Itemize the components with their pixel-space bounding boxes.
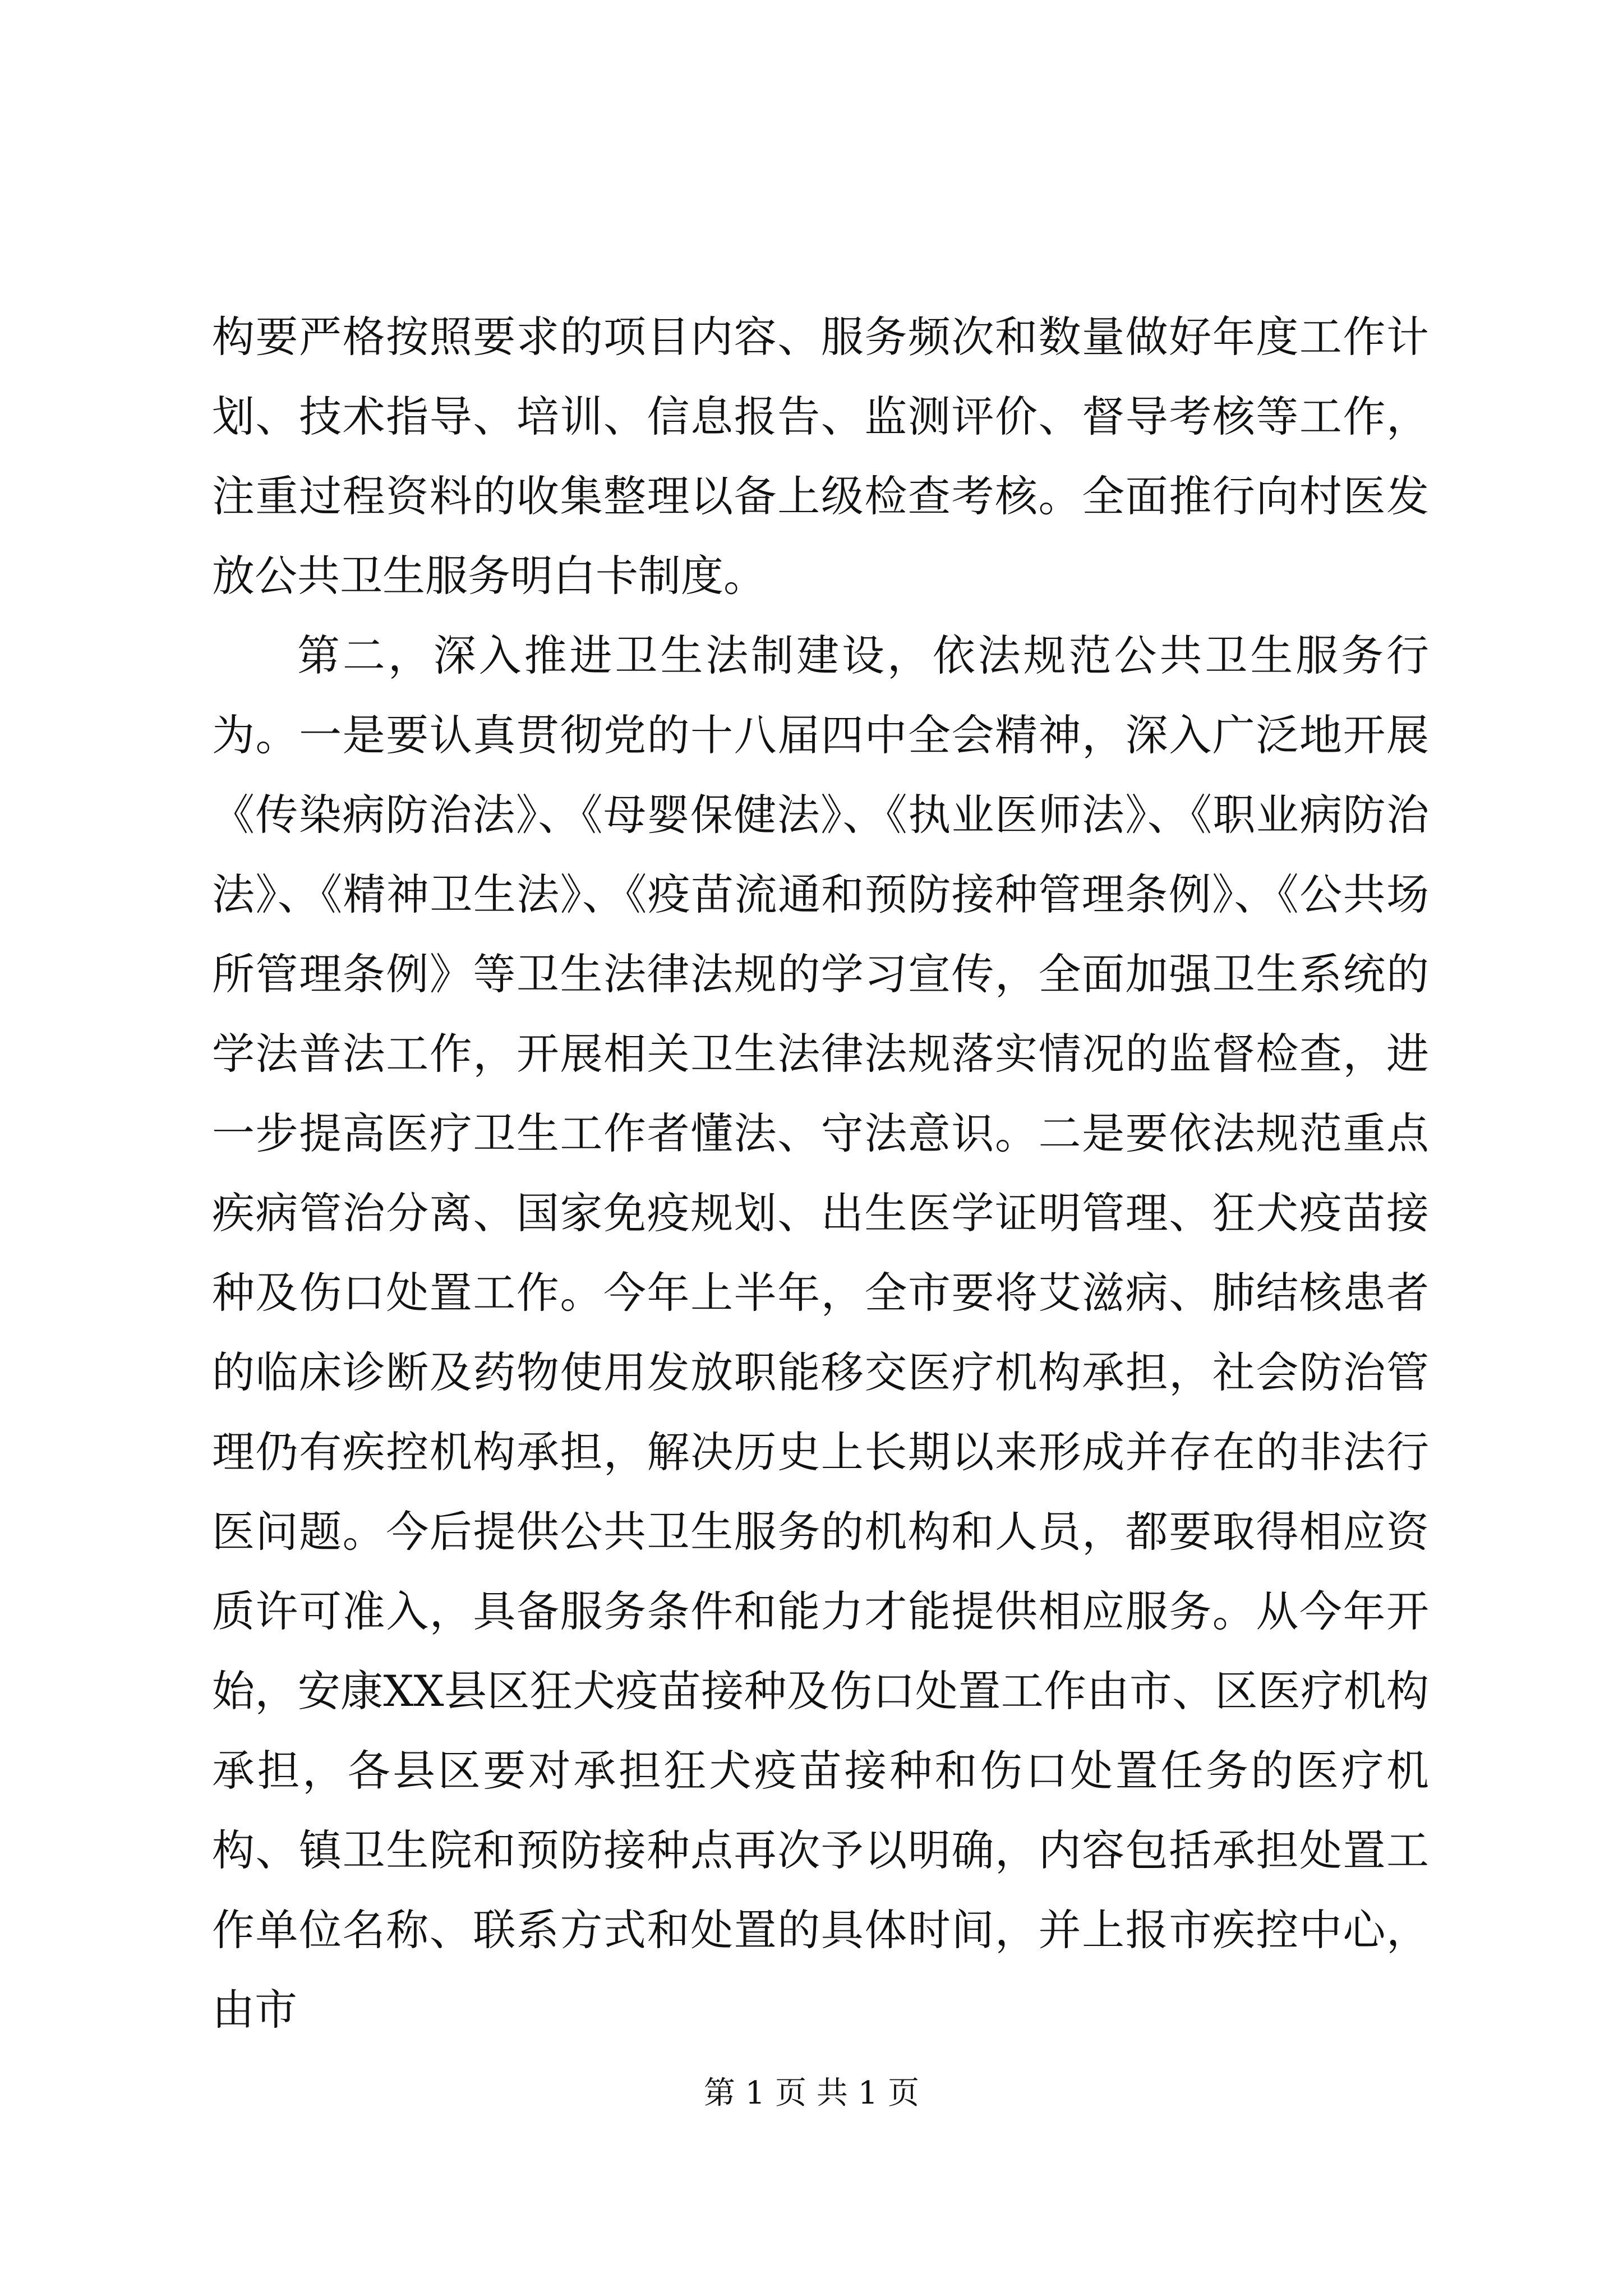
paragraph-section-two: 第二，深入推进卫生法制建设，依法规范公共卫生服务行为。一是要认真贯彻党的十八届四中全会精神，深入广泛地开展《传染病防治法》、《母婴保健法》、《执业医师法》、《职业病防治法》、《精神卫生法》、《疫苗流通和预防接种管理条例》、《公共场所管理条例》等卫生法律法规的学习宣传，全面加强卫生系统的学法普法工作，开展相关卫生法律法规落实情况的监督检查，进一步提高医疗卫生工作者懂法、守法意识。二是要依法规范重点疾病管治分离、国家免疫规划、出生医学证明管理、狂犬疫苗接种及伤口处置工作。今年上半年，全市要将艾滋病、肺结核患者的临床诊断及药物使用发放职能移交医疗机构承担，社会防治管理仍有疾控机构承担，解决历史上长期以来形成并存在的非法行医问题。今后提供公共卫生服务的机构和人员，都要取得相应资质许可准入，具备服务条件和能力才能提供相应服务。从今年开始，安康XX县区狂犬疫苗接种及伤口处置工作由市、区医疗机构承担，各县区要对承担狂犬疫苗接种和伤口处置任务的医疗机构、镇卫生院和预防接种点再次予以明确，内容包括承担处置工作单位名称、联系方式和处置的具体时间，并上报市疾控中心，由市	[212, 631, 1429, 2035]
page-number-footer: 第 1 页 共 1 页	[703, 2075, 920, 2111]
paragraph-continuation: 构要严格按照要求的项目内容、服务频次和数量做好年度工作计划、技术指导、培训、信息报告、监测评价、督导考核等工作，注重过程资料的收集整理以备上级检查考核。全面推行向村医发放公共卫生服务明白卡制度。	[212, 312, 1429, 601]
document-body	[212, 297, 1429, 2050]
